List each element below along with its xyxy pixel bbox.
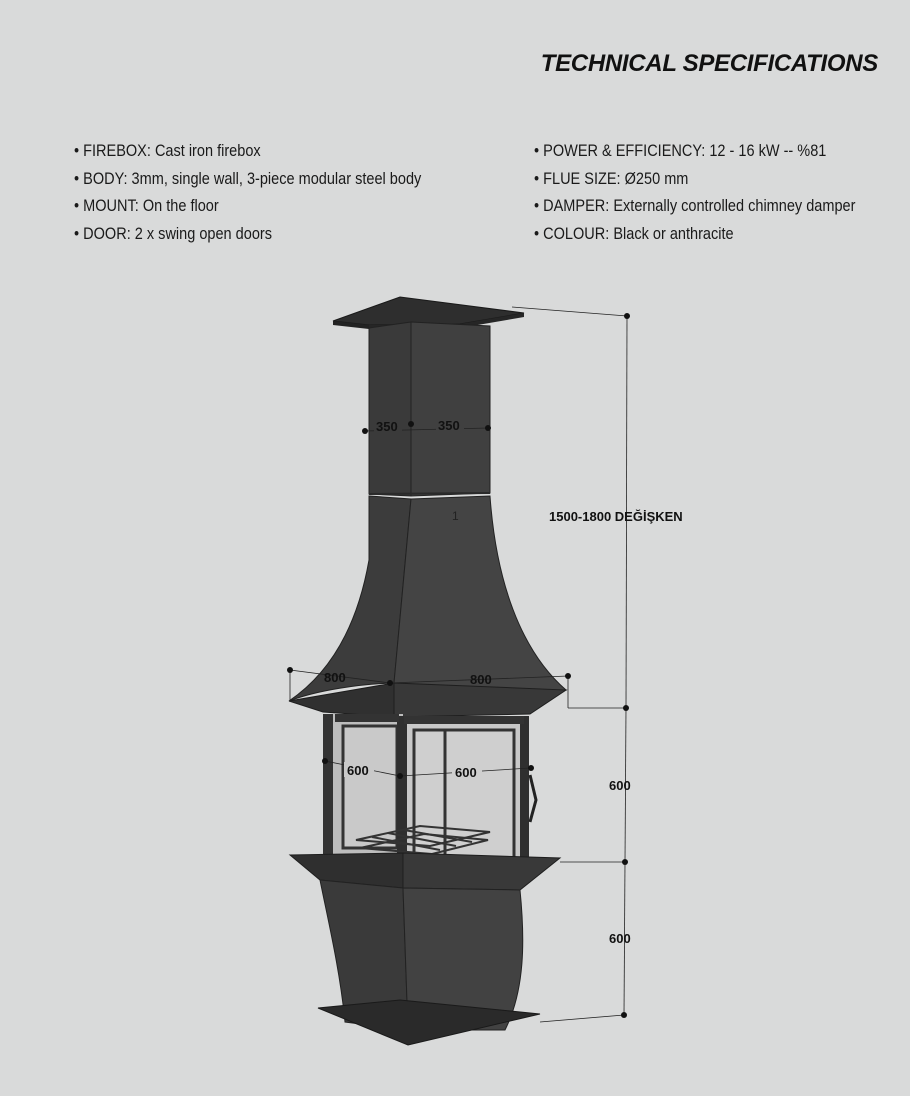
page-title: TECHNICAL SPECIFICATIONS [540, 50, 878, 77]
spec-value: Ø250 mm [624, 169, 689, 188]
bullet: • [74, 142, 80, 160]
spec-key: MOUNT: [83, 197, 139, 215]
dim-base-height: 600 [609, 931, 631, 946]
spec-value: Externally controlled chimney damper [613, 197, 856, 215]
spec-key: FIREBOX: [83, 142, 151, 160]
spec-key: BODY: [83, 169, 128, 188]
chimney-body [369, 322, 490, 496]
spec-value: On the floor [142, 197, 219, 215]
bullet: • [534, 142, 540, 160]
spec-key: FLUE SIZE: [543, 169, 621, 188]
spec-value: 3mm, single wall, 3-piece modular steel body [131, 169, 422, 188]
svg-text:1: 1 [452, 509, 459, 523]
dim-firebox-right: 600 [455, 765, 477, 780]
spec-value: 2 x swing open doors [134, 224, 272, 243]
dim-chimney-right: 350 [438, 418, 460, 433]
dim-hood-right: 800 [470, 672, 492, 687]
dim-firebox-height: 600 [609, 778, 631, 793]
spec-value: 12 - 16 kW -- %81 [709, 142, 827, 160]
dim-firebox-left: 600 [347, 763, 369, 778]
dim-hood-left: 800 [324, 670, 346, 685]
spec-key: DOOR: [83, 224, 131, 243]
bullet: • [74, 224, 80, 243]
bullet: • [534, 197, 540, 215]
spec-key: COLOUR: [543, 224, 610, 243]
spec-value: Cast iron firebox [154, 142, 261, 160]
bullet: • [74, 197, 80, 215]
dim-chimney-height: 1500-1800 DEĞİŞKEN [549, 509, 683, 524]
bullet: • [534, 224, 540, 243]
spec-key: POWER & EFFICIENCY: [543, 142, 706, 160]
bullet: • [534, 169, 540, 188]
dim-chimney-left: 350 [376, 419, 398, 434]
base-pedestal [290, 853, 560, 1045]
spec-key: DAMPER: [543, 197, 610, 215]
bullet: • [74, 169, 80, 188]
spec-value: Black or anthracite [613, 224, 734, 243]
